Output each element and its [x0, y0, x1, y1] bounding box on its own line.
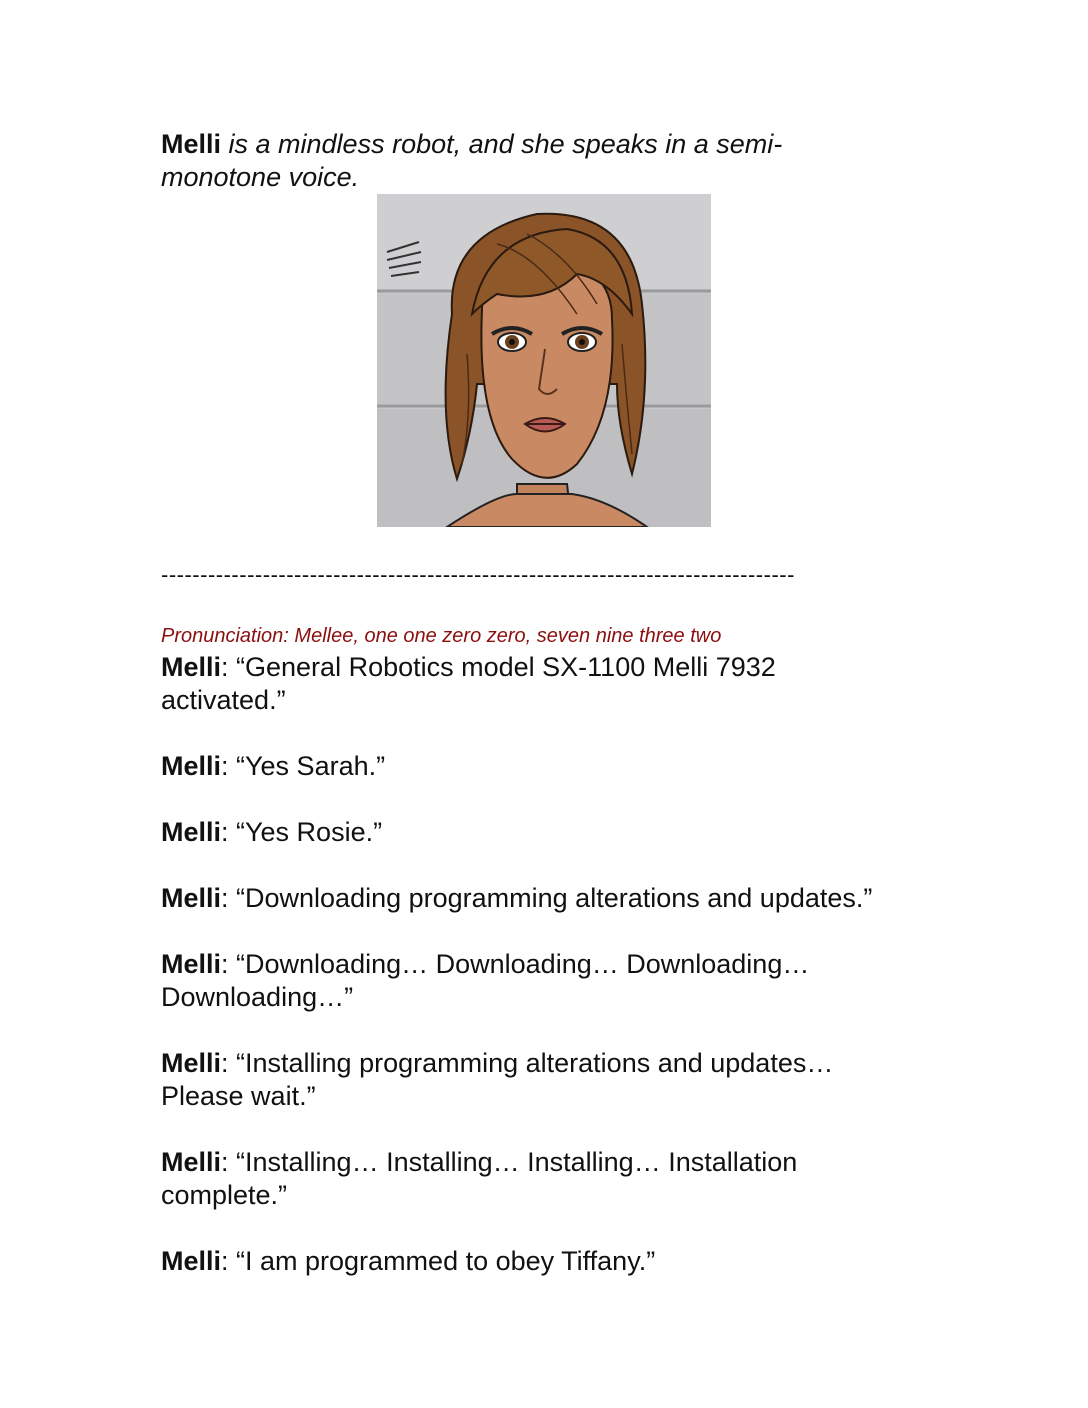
- dialogue-text: : “Downloading… Downloading… Downloading…: [221, 949, 810, 979]
- pronunciation-note: Pronunciation: Mellee, one one zero zero, seven nine three two: [161, 625, 722, 647]
- dialogue-entry: [161, 1245, 941, 1278]
- speaker-name: Melli: [161, 652, 222, 682]
- dialogue-entry: [161, 1146, 941, 1212]
- dialogue-text: : “Downloading programming alterations and updates.”: [221, 883, 873, 913]
- dialogue-entry: [161, 1047, 941, 1113]
- dialogue-text-cont: Downloading…”: [161, 982, 354, 1012]
- dialogue-text: : “Yes Sarah.”: [221, 751, 386, 781]
- speaker-name: Melli: [161, 751, 222, 781]
- dialogue-text: : “Installing… Installing… Installing… Installation: [221, 1147, 798, 1177]
- dialogue-text-cont: Please wait.”: [161, 1081, 316, 1111]
- dialogue-entry: [161, 651, 941, 717]
- character-portrait: [377, 194, 711, 527]
- character-intro: [161, 128, 861, 194]
- dialogue-entry: [161, 816, 941, 849]
- dialogue-text-cont: complete.”: [161, 1180, 288, 1210]
- speaker-name: Melli: [161, 949, 222, 979]
- speaker-name: Melli: [161, 883, 222, 913]
- speaker-name: Melli: [161, 1246, 222, 1276]
- dialogue-text-cont: activated.”: [161, 685, 286, 715]
- dialogue-text: : “Yes Rosie.”: [221, 817, 383, 847]
- dialogue-text: : “I am programmed to obey Tiffany.”: [221, 1246, 656, 1276]
- speaker-name: Melli: [161, 1147, 222, 1177]
- intro-description: is a mindless robot, and she speaks in a semi-: [221, 129, 783, 159]
- section-divider: ---------------------------------------------------------------------------------: [161, 562, 795, 587]
- dialogue-text: : “General Robotics model SX-1100 Melli 7932: [221, 652, 776, 682]
- intro-line-1: [161, 128, 861, 161]
- dialogue-entry: [161, 882, 941, 915]
- dialogue-entry: [161, 948, 941, 1014]
- dialogue-entry: [161, 750, 941, 783]
- speaker-name: Melli: [161, 817, 222, 847]
- intro-description-cont: monotone voice.: [161, 162, 360, 192]
- intro-speaker-name: Melli: [161, 129, 222, 159]
- portrait-illustration: [377, 194, 711, 527]
- dialogue-text: : “Installing programming alterations and updates…: [221, 1048, 834, 1078]
- intro-line-2: [161, 161, 861, 194]
- speaker-name: Melli: [161, 1048, 222, 1078]
